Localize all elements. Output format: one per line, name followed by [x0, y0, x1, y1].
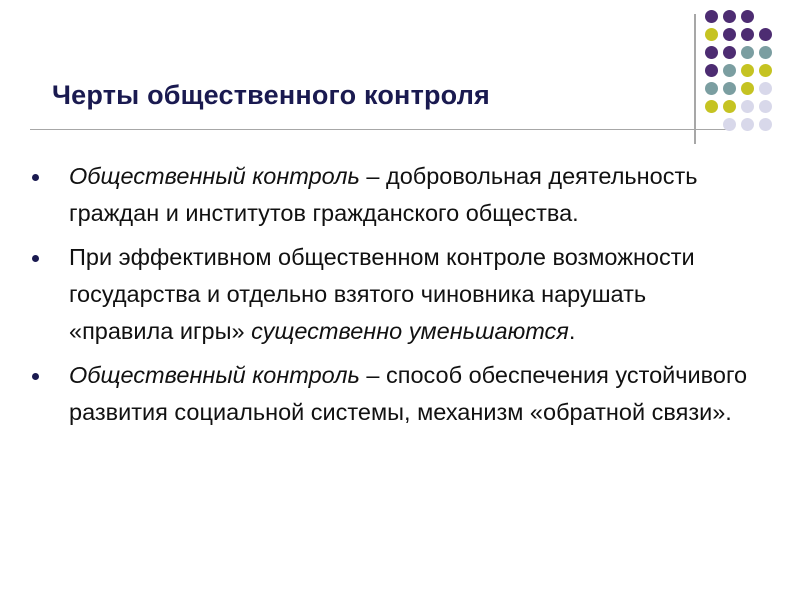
decor-dot [723, 100, 736, 113]
horizontal-divider [30, 129, 730, 130]
decor-dot [759, 28, 772, 41]
decor-dot [759, 46, 772, 59]
vertical-divider [694, 14, 696, 144]
decor-dot [705, 46, 718, 59]
decor-dot [705, 28, 718, 41]
bullet-emphasis: существенно уменьшаются [251, 318, 569, 344]
decor-dot [723, 28, 736, 41]
decor-dot [723, 10, 736, 23]
bullet-text: – добровольная деятельность граждан и институтов гражданского общества. [69, 163, 698, 226]
decor-dot [723, 118, 736, 131]
decor-dot [741, 100, 754, 113]
decor-dot [705, 10, 718, 23]
decor-dot [723, 64, 736, 77]
slide-title: Черты общественного контроля [52, 80, 491, 110]
bullet-item [32, 158, 752, 232]
bullet-text: – способ обеспечения устойчивого развития социальной системы, механизм «обратной связи». [69, 362, 748, 425]
decor-dot [705, 64, 718, 77]
decor-dot [741, 10, 754, 23]
bullet-term: Общественный контроль [69, 163, 360, 189]
decor-dot [723, 82, 736, 95]
decor-dot [723, 46, 736, 59]
decor-dot [741, 46, 754, 59]
decor-dot [759, 118, 772, 131]
decor-dot [705, 82, 718, 95]
decor-dot [759, 64, 772, 77]
decor-dot [741, 28, 754, 41]
decor-dot [741, 118, 754, 131]
decor-dot [741, 82, 754, 95]
bullet-marker-icon [32, 255, 39, 262]
decor-dot [741, 64, 754, 77]
bullet-list [32, 158, 752, 438]
decor-dot [705, 100, 718, 113]
bullet-item [32, 239, 752, 350]
bullet-marker-icon [32, 174, 39, 181]
bullet-item [32, 357, 752, 431]
bullet-marker-icon [32, 373, 39, 380]
decor-dot [759, 82, 772, 95]
bullet-term: Общественный контроль [69, 362, 360, 388]
bullet-text: При эффективном общественном контроле возможности государства и отдельно взятого чиновника нарушать «правила игры» [69, 244, 695, 344]
decor-dot [759, 100, 772, 113]
bullet-text-end: . [568, 318, 576, 344]
